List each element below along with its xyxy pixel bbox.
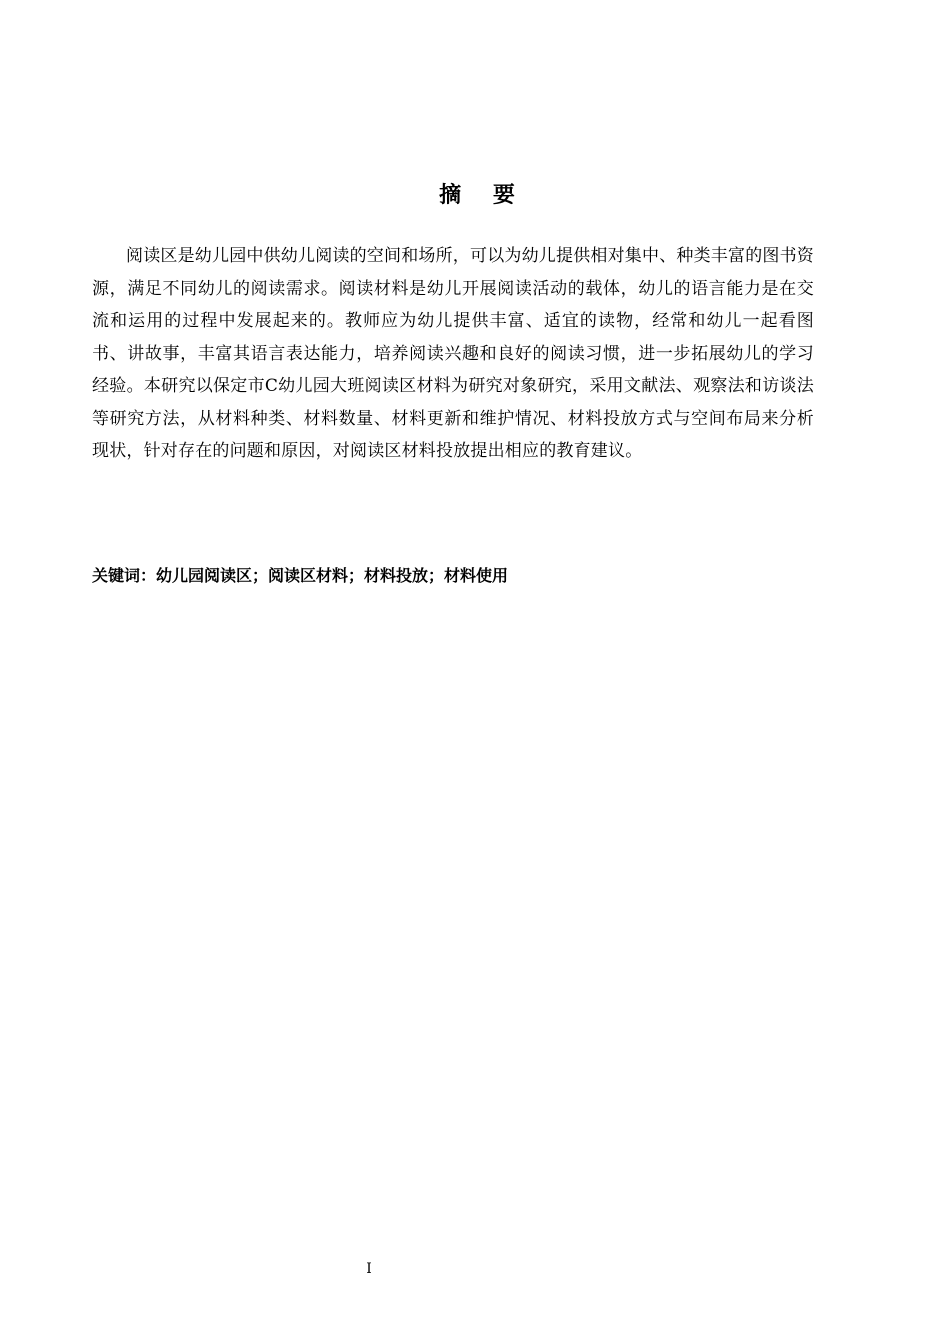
keywords-line: 关键词：幼儿园阅读区；阅读区材料；材料投放；材料使用 [92, 566, 509, 585]
abstract-paragraph: 阅读区是幼儿园中供幼儿阅读的空间和场所，可以为幼儿提供相对集中、种类丰富的图书资源，满足不同幼儿的阅读需求。阅读材料是幼儿开展阅读活动的载体，幼儿的语言能力是在交流和运用的过程中发展起来的。教师应为幼儿提供丰富、适宜的读物，经常和幼儿一起看图书、讲故事，丰富其语言表达能力，培养阅读兴趣和良好的阅读习惯，进一步拓展幼儿的学习经验。本研究以保定市C幼儿园大班阅读区材料为研究对象研究，采用文献法、观察法和访谈法等研究方法，从材料种类、材料数量、材料更新和维护情况、材料投放方式与空间布局来分析现状，针对存在的问题和原因，对阅读区材料投放提出相应的教育建议。 [92, 246, 814, 461]
abstract-title: 摘 要 [439, 183, 527, 208]
page-number: I [366, 1261, 372, 1277]
